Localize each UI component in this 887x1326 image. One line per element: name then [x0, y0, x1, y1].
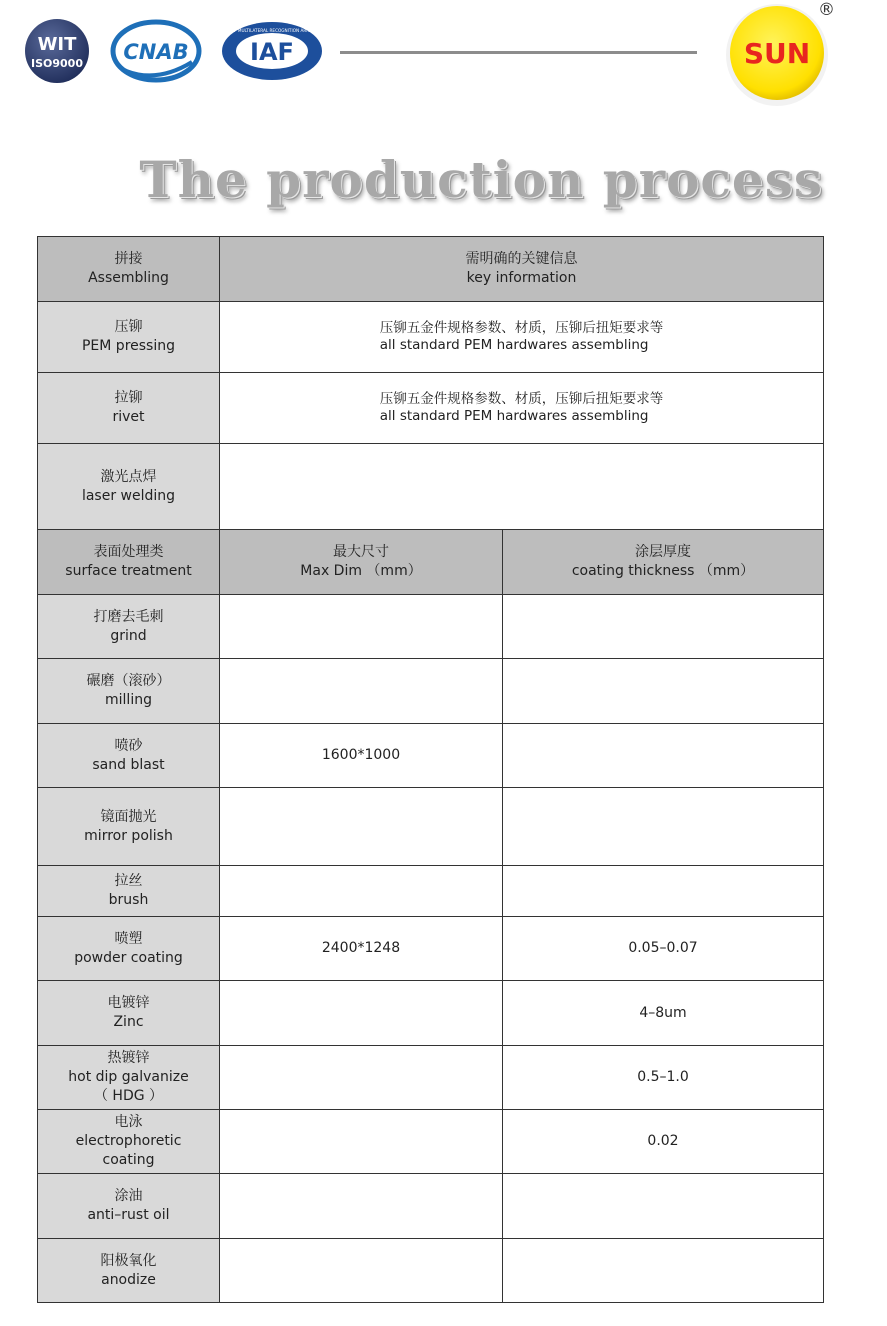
thickness-cell: 0.5–1.0: [503, 1046, 824, 1110]
key-info-cn: 压铆五金件规格参数、材质，压铆后扭矩要求等: [379, 390, 664, 407]
process-name-en-line2: （ HDG ）: [93, 1088, 164, 1104]
process-name-cn: 镜面抛光: [100, 808, 157, 825]
thickness-header-cn: 涂层厚度: [635, 544, 691, 560]
max-dim-cell: 1600*1000: [220, 724, 503, 788]
process-label-cell: [38, 788, 220, 866]
process-name-en: sand blast: [92, 756, 165, 773]
max-dim-cell: [220, 1174, 503, 1239]
process-name-en: grind: [110, 627, 147, 644]
key-info-cell: [220, 444, 824, 530]
table-row: [38, 788, 824, 866]
table-row: [38, 866, 824, 917]
thickness-cell: [503, 659, 824, 724]
process-name-cn: 拉铆: [114, 390, 143, 406]
iaf-logo-center: IAF: [250, 38, 294, 66]
process-name-cn: 电泳: [114, 1114, 143, 1130]
process-name-cn: 喷砂: [114, 737, 143, 754]
thickness-cell: 4–8um: [503, 981, 824, 1046]
registered-mark: ®: [818, 0, 835, 20]
max-dim-cell: [220, 788, 503, 866]
max-dim-cell: 2400*1248: [220, 917, 503, 981]
process-name-en: powder coating: [74, 949, 183, 966]
process-name-en: PEM pressing: [81, 338, 175, 354]
assembling-header-en: Assembling: [88, 270, 169, 286]
process-name-en-line2: coating: [102, 1152, 155, 1168]
thickness-cell: [503, 724, 824, 788]
process-label-cell: [38, 444, 220, 530]
table-row: [38, 595, 824, 659]
process-label-cell: [38, 866, 220, 917]
thickness-cell: 0.05–0.07: [503, 917, 824, 981]
process-name-cn: 压铆: [114, 319, 143, 335]
thickness-cell: [503, 595, 824, 659]
process-name-cn: 阳极氧化: [100, 1252, 157, 1269]
process-name-cn: 碾磨（滚砂）: [86, 673, 171, 689]
process-name-en: milling: [105, 692, 152, 708]
thickness-cell: 0.02: [503, 1110, 824, 1174]
iso9000-logo: [24, 18, 90, 84]
surface-header-cn: 表面处理类: [93, 544, 164, 560]
process-label-cell: [38, 659, 220, 724]
process-name-cn: 激光点焊: [100, 468, 157, 485]
thickness-cell: [503, 1174, 824, 1239]
iaf-logo-ring: MEMBER OF MULTILATERAL RECOGNITION ARRANGEMENT: [211, 28, 333, 33]
process-label-cell: [38, 1239, 220, 1303]
process-name-cn: 热镀锌: [107, 1050, 150, 1066]
max-dim-cell: [220, 1110, 503, 1174]
process-label-cell: [38, 981, 220, 1046]
table-row: [38, 1239, 824, 1303]
process-name-cn: 涂油: [114, 1188, 143, 1204]
max-dim-header-cn: 最大尺寸: [333, 544, 389, 560]
table-row: [38, 1174, 824, 1239]
table-row: [38, 302, 824, 373]
process-name-en: rivet: [112, 409, 145, 425]
process-name-en: anti–rust oil: [87, 1207, 170, 1223]
iaf-logo: [211, 20, 333, 82]
iso-logo-bottom: ISO9000: [31, 57, 83, 70]
process-name-en: hot dip galvanize: [68, 1069, 189, 1085]
process-label-cell: [38, 1046, 220, 1110]
max-dim-cell: [220, 1239, 503, 1303]
max-dim-header-cell: [220, 530, 503, 595]
surface-header-row: [38, 530, 824, 595]
key-info-en: all standard PEM hardwares assembling: [379, 407, 649, 424]
sun-brand-logo: [724, 2, 830, 108]
table-row: [38, 1110, 824, 1174]
process-name-en: mirror polish: [84, 827, 173, 844]
process-name-en: Zinc: [113, 1014, 144, 1030]
process-name-en: anodize: [101, 1271, 156, 1288]
max-dim-header-en: Max Dim （mm）: [300, 563, 422, 579]
max-dim-cell: [220, 1046, 503, 1110]
max-dim-cell: [220, 866, 503, 917]
process-table: [37, 236, 824, 1303]
assembling-header-cell: [38, 237, 220, 302]
process-label-cell: [38, 302, 220, 373]
table-row: [38, 917, 824, 981]
table-row: [38, 981, 824, 1046]
header-rule: [340, 51, 697, 54]
surface-header-en: surface treatment: [65, 563, 192, 579]
process-label-cell: [38, 373, 220, 444]
key-info-en: all standard PEM hardwares assembling: [379, 336, 649, 353]
iso-logo-top: WIT: [37, 34, 77, 55]
process-name-en: electrophoretic: [75, 1133, 182, 1149]
process-name-cn: 电镀锌: [107, 995, 150, 1011]
key-info-cell: [220, 373, 824, 444]
process-label-cell: [38, 917, 220, 981]
page-header: [0, 0, 887, 110]
table-row: [38, 373, 824, 444]
process-name-en: brush: [108, 892, 149, 908]
brand-name: SUN: [743, 37, 811, 70]
process-name-cn: 喷塑: [114, 930, 143, 947]
key-info-header-en: key information: [466, 270, 577, 286]
assembling-header-cn: 拼接: [114, 251, 143, 267]
table-row: [38, 724, 824, 788]
key-info-cell: [220, 302, 824, 373]
process-name-en: laser welding: [81, 487, 176, 504]
process-label-cell: [38, 1174, 220, 1239]
table-row: [38, 1046, 824, 1110]
process-name-cn: 拉丝: [114, 873, 143, 889]
assembling-header-row: [38, 237, 824, 302]
max-dim-cell: [220, 659, 503, 724]
process-label-cell: [38, 724, 220, 788]
process-name-cn: 打磨去毛刺: [93, 608, 164, 625]
cnab-logo: [110, 18, 202, 84]
max-dim-cell: [220, 981, 503, 1046]
thickness-cell: [503, 866, 824, 917]
process-label-cell: [38, 595, 220, 659]
key-info-header-cn: 需明确的关键信息: [465, 251, 578, 267]
thickness-cell: [503, 1239, 824, 1303]
table-row: [38, 444, 824, 530]
thickness-cell: [503, 788, 824, 866]
table-row: [38, 659, 824, 724]
thickness-header-cell: [503, 530, 824, 595]
page-title: The production process: [139, 150, 823, 209]
cnab-logo-text: CNAB: [123, 40, 189, 64]
max-dim-cell: [220, 595, 503, 659]
surface-header-cell: [38, 530, 220, 595]
key-info-header-cell: [220, 237, 824, 302]
thickness-header-en: coating thickness （mm）: [571, 563, 755, 579]
key-info-cn: 压铆五金件规格参数、材质，压铆后扭矩要求等: [379, 319, 664, 336]
process-label-cell: [38, 1110, 220, 1174]
